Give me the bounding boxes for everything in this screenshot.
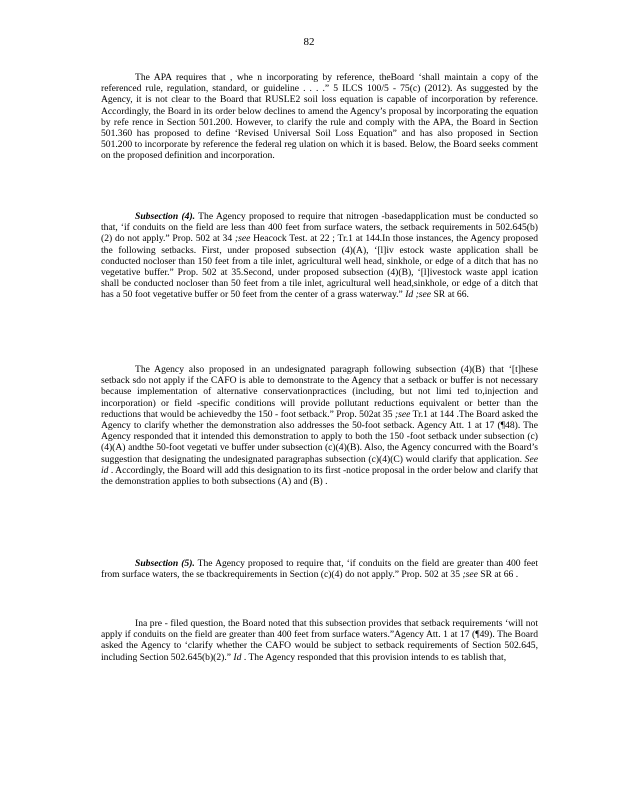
paragraph-text: SR at 66. [431, 289, 469, 301]
paragraph-text: SR at 66 . [477, 569, 519, 581]
paragraph-text: Tr.1 at 144 .The Board asked the Agency to clarify whether the demonstration also addresses the 50-foot setback. Agency Att. 1 at 17 (¶48). The Agency responded that it intended this demonstration to apply to both the 150 -foot setback under subsection (c)(4)(A) andthe 50-foot vegetati ve buffer under subsection (c)(4)(B). Also, the Agency concurred with the Board’s suggestion that designating the undesignated paragraphas subsection (c)(4)(C) would clarify that application. [101, 408, 538, 465]
subsection-heading: Subsection (5). [135, 558, 195, 569]
paragraph-text: . Accordingly, the Board will add this designation to its first -notice proposal in the order below and clarify that the demonstration applies to both subsections (A) and (B) . [101, 464, 538, 488]
citation-signal: ;see [462, 569, 478, 581]
paragraph-subsection-4 [101, 211, 538, 301]
paragraph-text: . The Agency responded that this provision intends to es tablish that, [241, 651, 507, 663]
paragraph-text: The Agency also proposed in an undesignated paragraph following subsection (4)(B) that ‘[t]hese setback sdo not apply if the CAFO is able to demonstrate to the Agency that a setback or buffer is not necessary because implementation of alternative conservationpractices (including, but not limi ted to,injection and incorporation) or field -specific conditions will provide pollutant reductions equivalent or better than the reductions that would be achievedby the 150 - foot setback.” Prop. 502at 35 [101, 364, 538, 420]
paragraph-prefiled-question [101, 618, 538, 663]
citation-signal: See id [101, 453, 538, 476]
paragraph-rusle2-incorporation [101, 72, 538, 162]
paragraph-setback-demonstration [101, 364, 538, 487]
paragraph-text: The Agency proposed to require that nitrogen -basedapplication must be conducted so that, ‘if conduits on the field are less than 400 feet from surface waters, the setback requirements in 502.645(b)(2) do not apply.” Prop. 502 at 34 [101, 211, 538, 245]
citation-signal: ;see [415, 289, 432, 301]
citation-signal: Id [233, 651, 242, 663]
paragraph-subsection-5 [101, 558, 538, 580]
paragraph-text: Heacock Test. at 22 ; Tr.1 at 144.In those instances, the Agency proposed the following setbacks. First, under proposed subsection (4)(A), ‘[l]iv estock waste application shall be conducted nocloser than 150 feet from a tile inlet, agricultural well head, sinkhole, or edge of a ditch that has no vegetative buffer.” Prop. 502 at 35.Second, under proposed subsection (4)(B), ‘[l]ivestock waste appl ication shall be conducted nocloser than 50 feet from a tile inlet, agricultural well head,sinkhole, or edge of a ditch that has a 50 foot vegetative buffer or 50 feet from the center of a grass waterway.” [101, 233, 538, 301]
paragraph-text: The Agency proposed to require that, ‘if conduits on the field are greater than 400 feet from surface waters, the se tbackrequirements in Section (c)(4) do not apply.” Prop. 502 at 35 [101, 558, 538, 581]
subsection-heading: Subsection (4). [135, 211, 196, 222]
page-number: 82 [303, 36, 315, 48]
citation-signal: Id [405, 289, 414, 301]
paragraph-text: Ina pre - filed question, the Board noted that this subsection provides that setback requirements ‘will not apply if conduits on the field are greater than 400 feet from surface waters.”Agency Att. 1 at 17 (¶49). The Board asked the Agency to ‘clarify whether the CAFO would be subject to setback requirements of Section 502.645, including Section 502.645(b)(2).” [101, 618, 538, 663]
citation-signal: ;see [394, 408, 411, 420]
paragraph-text: The APA requires that , whe n incorporating by reference, theBoard ‘shall maintain a copy of the referenced rule, regulation, standard, or guideline . . . .” 5 ILCS 100/5 - 75(c) (2012). As suggested by the Agency, it is not clear to the Board that RUSLE2 soil loss equation is capable of incorporation by reference. Accordingly, the Board in its order below declines to amend the Agency’s proposal by incorporating the equation by refe rence in Section 501.200. However, to clarify the rule and comply with the APA, the Board in Section 501.360 has proposed to define ‘Revised Universal Soil Loss Equation” and has also proposed in Section 501.200 to incorporate by reference the federal reg ulation on which it is based. Below, the Board seeks comment on the proposed definition and incorporation. [101, 72, 538, 162]
citation-signal: ;see [234, 233, 251, 245]
